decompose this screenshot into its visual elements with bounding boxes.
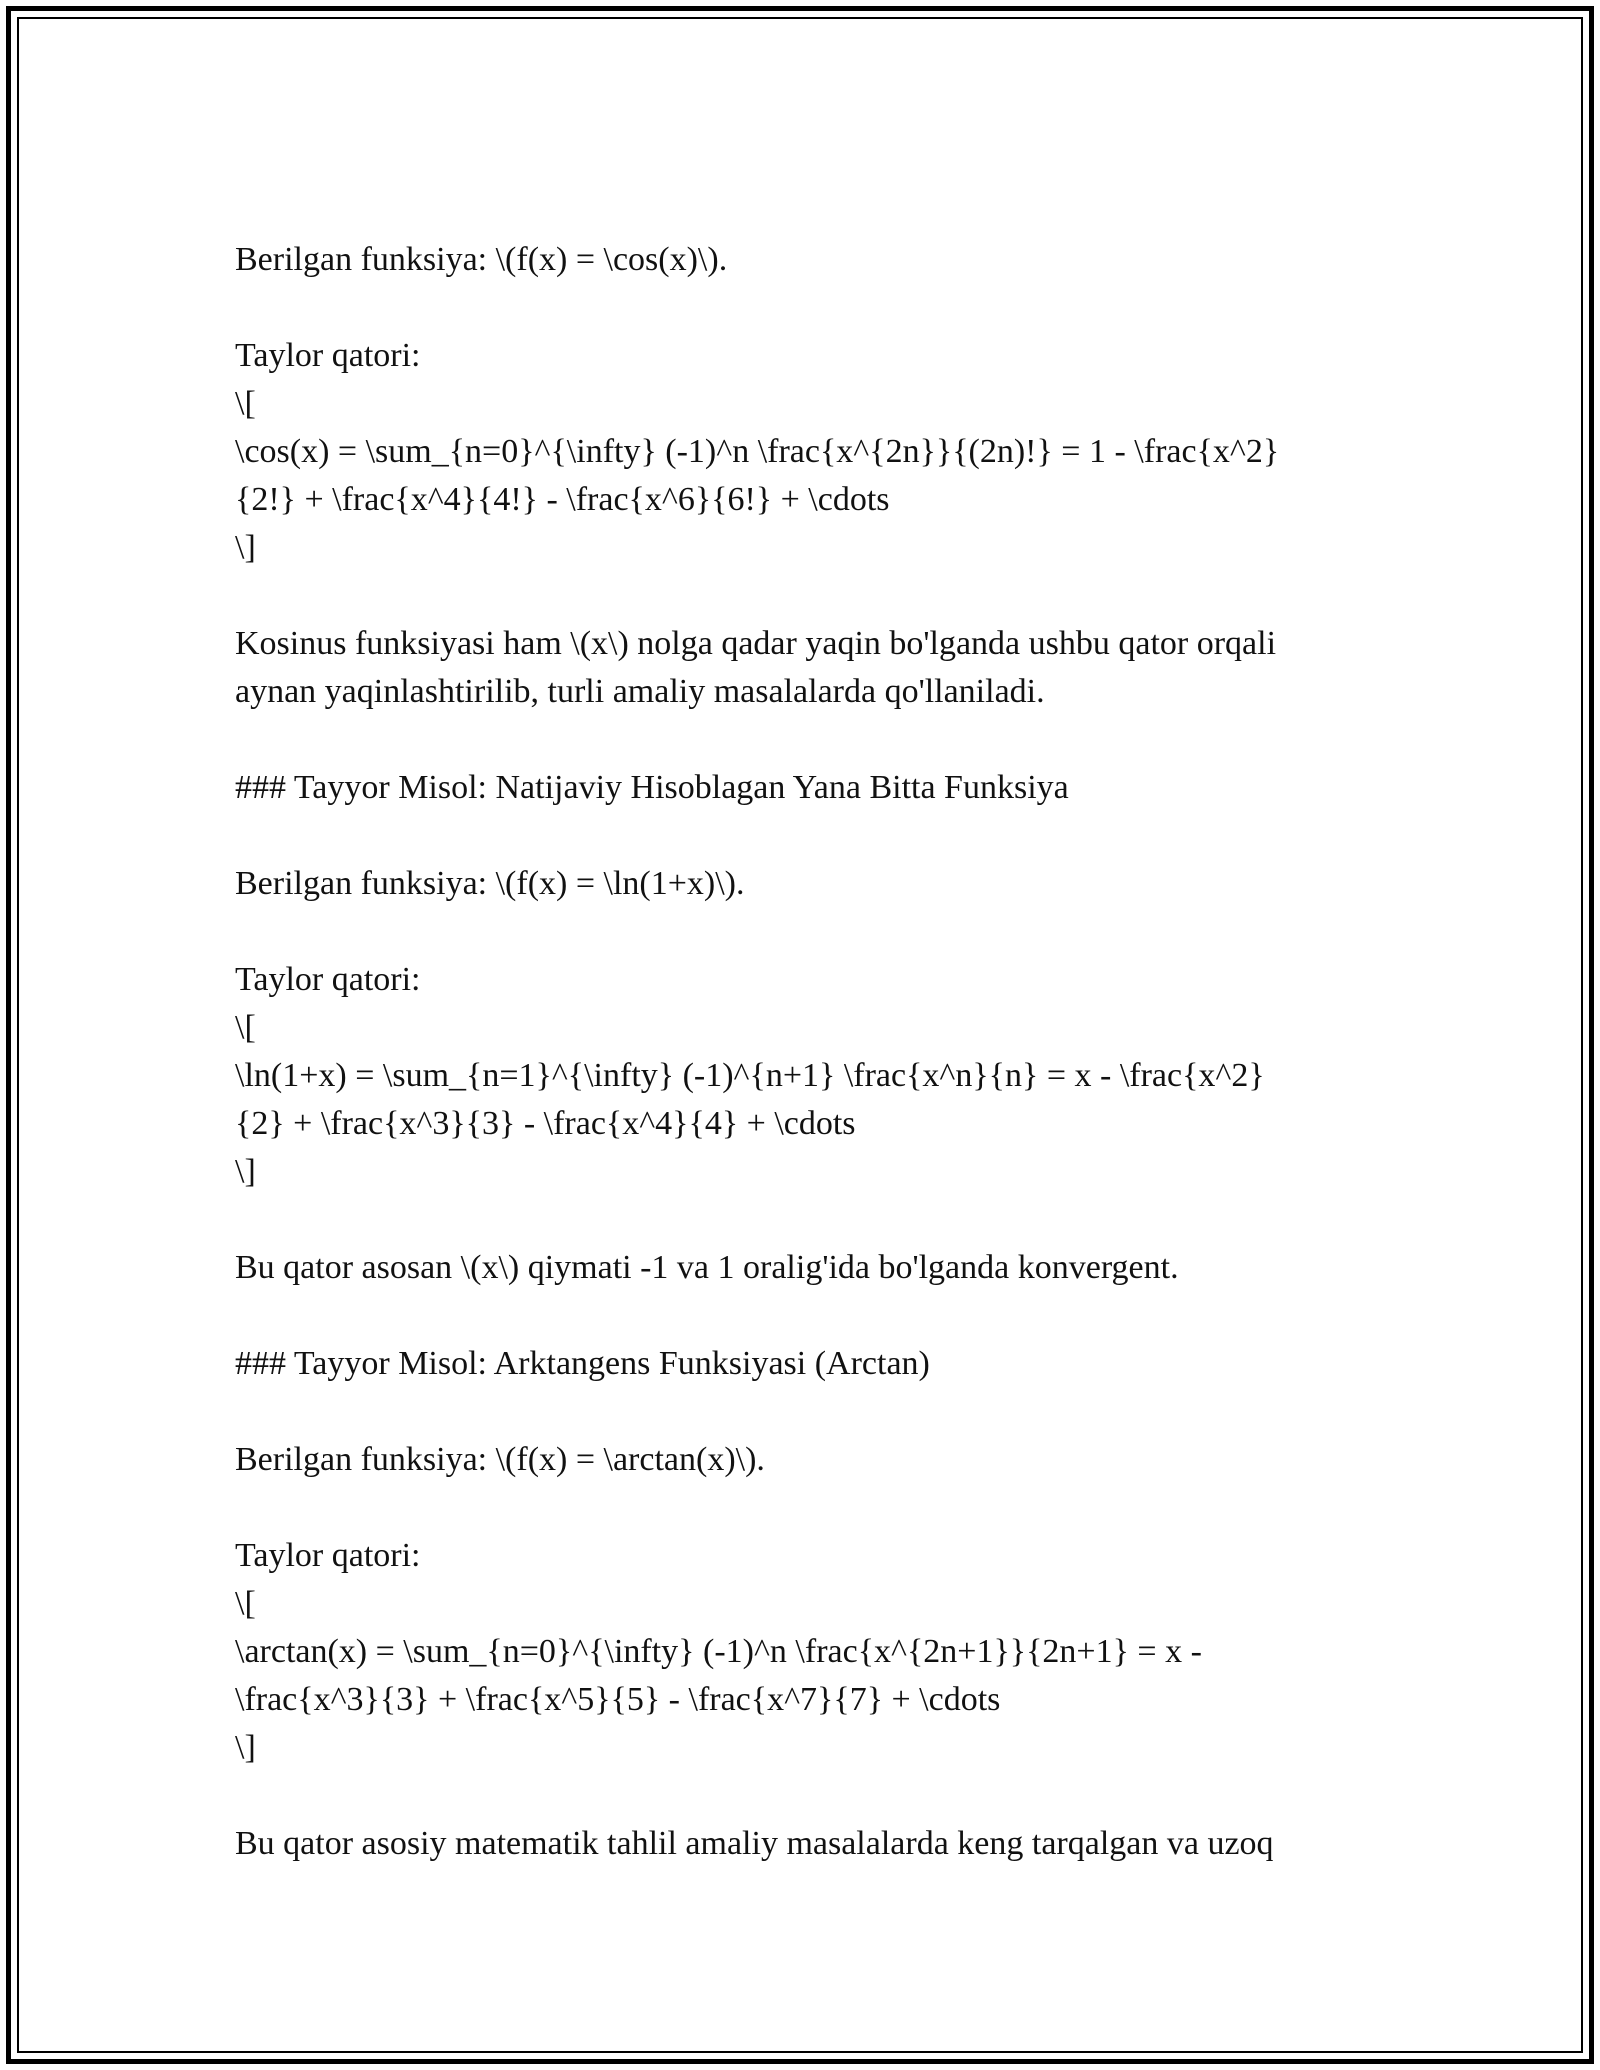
text-line: \arctan(x) = \sum_{n=0}^{\infty} (-1)^n \frac{x^{2n+1}}{2n+1} = x -: [235, 1633, 1202, 1670]
text-line: \]: [235, 1153, 256, 1190]
text-line: \frac{x^3}{3} + \frac{x^5}{5} - \frac{x^7}{7} + \cdots: [235, 1681, 1001, 1718]
text-line: aynan yaqinlashtirilib, turli amaliy masalalarda qo'llaniladi.: [235, 673, 1045, 710]
text-line: \]: [235, 529, 256, 566]
text-line: Taylor qatori:: [235, 1537, 421, 1574]
blank-line: [235, 812, 1405, 860]
text-line: \[: [235, 385, 256, 422]
blank-line: [235, 1388, 1405, 1436]
text-line: \[: [235, 1009, 256, 1046]
text-line: \[: [235, 1585, 256, 1622]
text-line: \ln(1+x) = \sum_{n=1}^{\infty} (-1)^{n+1} \frac{x^n}{n} = x - \frac{x^2}: [235, 1057, 1265, 1094]
text-line: Berilgan funksiya: \(f(x) = \cos(x)\).: [235, 241, 728, 278]
blank-line: [235, 1196, 1405, 1244]
text-line: \]: [235, 1729, 256, 1766]
blank-line: [235, 1484, 1405, 1532]
text-line: Taylor qatori:: [235, 337, 421, 374]
document-body: [235, 236, 1405, 1868]
text-line: Bu qator asosan \(x\) qiymati -1 va 1 oralig'ida bo'lganda konvergent.: [235, 1249, 1179, 1286]
section-heading: ### Tayyor Misol: Arktangens Funksiyasi (Arctan): [235, 1345, 930, 1382]
text-line: \cos(x) = \sum_{n=0}^{\infty} (-1)^n \frac{x^{2n}}{(2n)!} = 1 - \frac{x^2}: [235, 433, 1280, 470]
blank-line: [235, 1772, 1405, 1820]
blank-line: [235, 1292, 1405, 1340]
text-line: Berilgan funksiya: \(f(x) = \ln(1+x)\).: [235, 865, 745, 902]
text-line: Bu qator asosiy matematik tahlil amaliy masalalarda keng tarqalgan va uzoq: [235, 1825, 1274, 1862]
text-line: {2!} + \frac{x^4}{4!} - \frac{x^6}{6!} + \cdots: [235, 481, 890, 518]
blank-line: [235, 716, 1405, 764]
blank-line: [235, 908, 1405, 956]
text-line: Kosinus funksiyasi ham \(x\) nolga qadar yaqin bo'lganda ushbu qator orqali: [235, 625, 1277, 662]
section-heading: ### Tayyor Misol: Natijaviy Hisoblagan Yana Bitta Funksiya: [235, 769, 1069, 806]
blank-line: [235, 284, 1405, 332]
text-line: Taylor qatori:: [235, 961, 421, 998]
blank-line: [235, 572, 1405, 620]
text-line: Berilgan funksiya: \(f(x) = \arctan(x)\).: [235, 1441, 765, 1478]
text-line: {2} + \frac{x^3}{3} - \frac{x^4}{4} + \cdots: [235, 1105, 856, 1142]
